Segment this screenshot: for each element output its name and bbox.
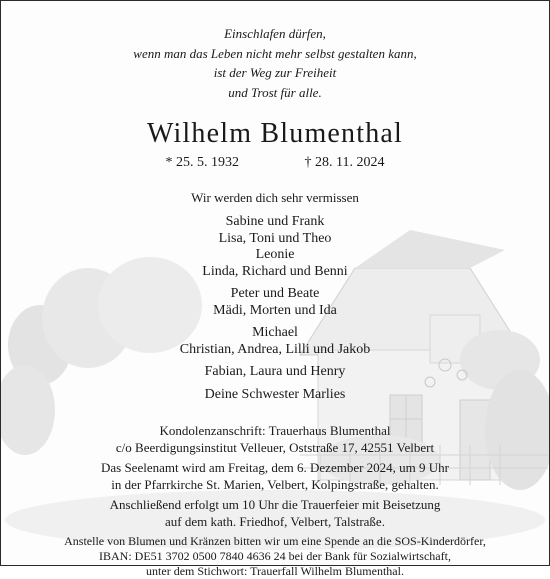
poem-line: und Trost für alle. bbox=[228, 84, 322, 100]
family-line: Mädi, Morten und Ida bbox=[213, 302, 337, 318]
family-group bbox=[0, 387, 550, 404]
family-line: Lisa, Toni und Theo bbox=[218, 230, 332, 246]
family-group bbox=[0, 364, 550, 381]
burial-info bbox=[0, 497, 550, 530]
poem-line: ist der Weg zur Freiheit bbox=[213, 65, 337, 80]
family-line: Deine Schwester Marlies bbox=[204, 386, 346, 402]
family-line: Christian, Andrea, Lilli und Jakob bbox=[179, 341, 371, 357]
family-group bbox=[0, 325, 550, 358]
life-dates bbox=[0, 154, 550, 172]
poem-line: Einschlafen dürfen, bbox=[224, 26, 326, 41]
deceased-name: Wilhelm Blumenthal bbox=[146, 118, 404, 149]
donation-line: unter dem Stichwort: Trauerfall Wilhelm Blumenthal. bbox=[146, 564, 404, 578]
mourning-text: Wir werden dich sehr vermissen bbox=[191, 190, 359, 205]
condolence-address bbox=[0, 423, 550, 456]
family-line: Fabian, Laura und Henry bbox=[204, 364, 346, 379]
family-line: Linda, Richard und Benni bbox=[202, 263, 348, 279]
family-group bbox=[0, 286, 550, 319]
death-date: † 28. 11. 2024 bbox=[304, 155, 385, 170]
poem bbox=[0, 0, 550, 102]
family-line: Peter und Beate bbox=[230, 286, 320, 301]
condolence-line: c/o Beerdigungsinstitut Velleuer, Oststraße 17, 42551 Velbert bbox=[115, 439, 435, 455]
poem-line: wenn man das Leben nicht mehr selbst gestalten kann, bbox=[133, 45, 417, 61]
family-line: Sabine und Frank bbox=[225, 214, 325, 229]
burial-line: auf dem kath. Friedhof, Velbert, Talstraße. bbox=[165, 513, 385, 529]
burial-line: Anschließend erfolgt um 10 Uhr die Trauerfeier mit Beisetzung bbox=[109, 497, 441, 512]
donation-info bbox=[0, 534, 550, 579]
requiem-mass-info bbox=[0, 460, 550, 493]
family-line: Leonie bbox=[255, 247, 295, 262]
family-line: Michael bbox=[252, 325, 298, 340]
donation-line: IBAN: DE51 3702 0500 7840 4636 24 bei der Bank für Sozialwirtschaft, bbox=[99, 549, 451, 563]
condolence-line: Kondolenzanschrift: Trauerhaus Blumenthal bbox=[159, 423, 391, 438]
family-group bbox=[0, 214, 550, 280]
mass-line: Das Seelenamt wird am Freitag, dem 6. Dezember 2024, um 9 Uhr bbox=[100, 460, 450, 475]
family-list bbox=[0, 214, 550, 403]
birth-date: * 25. 5. 1932 bbox=[165, 155, 239, 170]
mass-line: in der Pfarrkirche St. Marien, Velbert, Kolpingstraße, gehalten. bbox=[111, 476, 439, 492]
donation-line: Anstelle von Blumen und Kränzen bitten wir um eine Spende an die SOS-Kinderdörfer, bbox=[64, 534, 486, 548]
